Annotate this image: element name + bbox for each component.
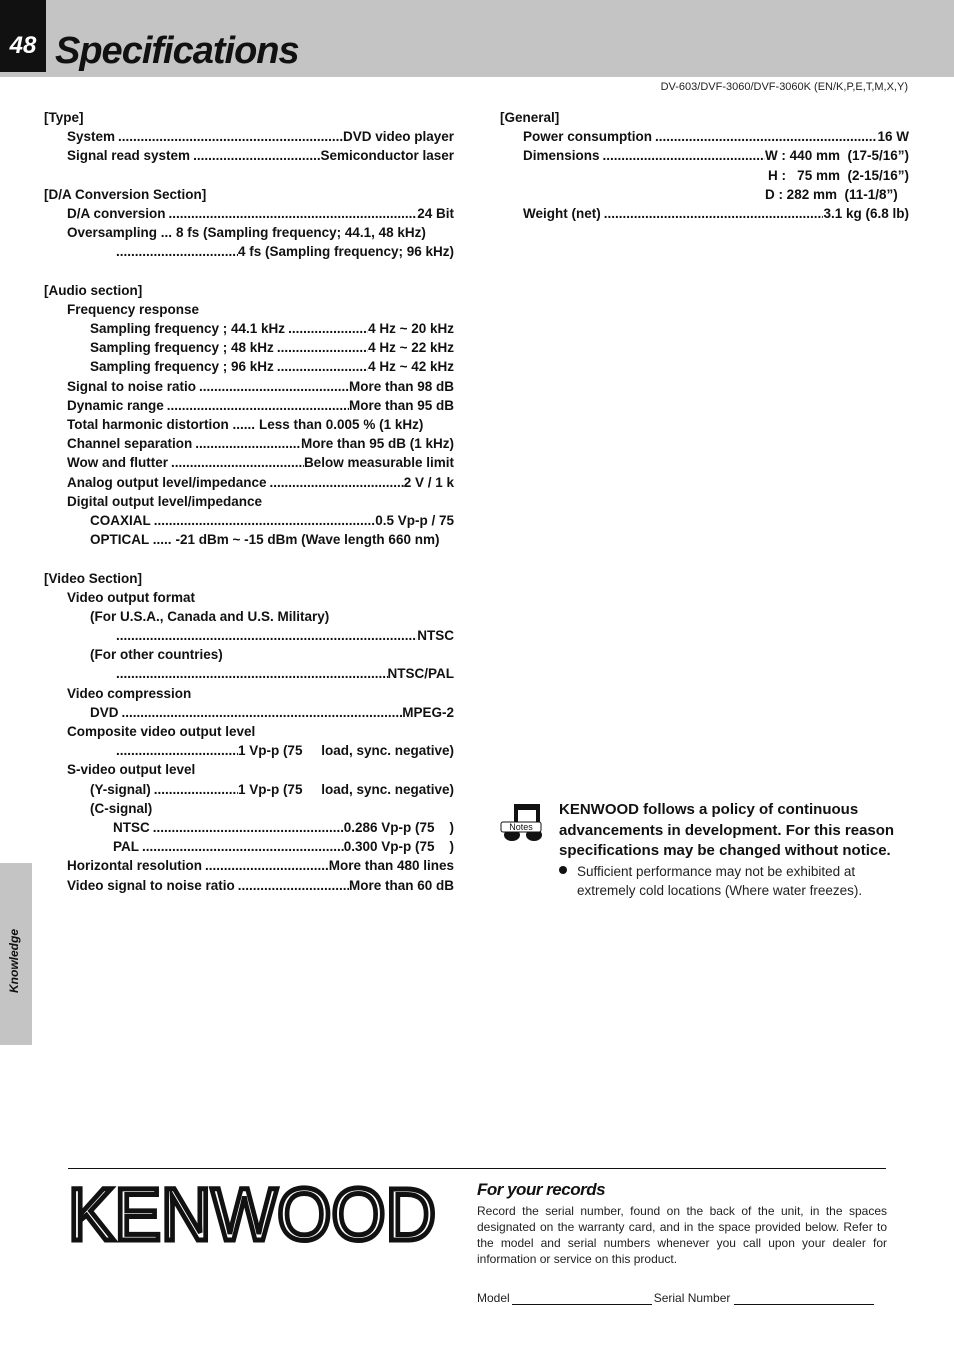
- spec-label: OPTICAL .....: [90, 532, 172, 548]
- spacer: [44, 166, 454, 185]
- spec-value: NTSC: [417, 628, 454, 644]
- spec-row: [44, 453, 454, 472]
- spec-label: NTSC: [113, 819, 150, 835]
- spec-label: DVD: [90, 704, 119, 720]
- spec-heading: [44, 492, 454, 511]
- spec-row: [44, 530, 454, 549]
- spec-label: (Y-signal): [90, 781, 151, 797]
- spec-row: [44, 876, 454, 895]
- notes-icon: [500, 800, 544, 844]
- spec-heading: [44, 607, 454, 626]
- spec-value: 2 V / 1 k: [403, 474, 454, 490]
- notes-bullet-text: Sufficient performance may not be exhibited at extremely cold locations (Where water freezes).: [577, 864, 863, 898]
- spec-label: [Type]: [44, 110, 84, 125]
- dot-leader: [202, 856, 329, 875]
- spec-value: MPEG-2: [402, 704, 454, 720]
- dot-leader: [113, 242, 238, 261]
- spec-value: 16 W: [877, 129, 909, 145]
- spec-heading: [44, 645, 454, 664]
- dot-leader: [113, 626, 417, 645]
- spec-value: More than 95 dB: [348, 397, 454, 413]
- dot-leader: [113, 664, 388, 683]
- spec-heading: [500, 108, 909, 127]
- spacer: [44, 549, 454, 568]
- spec-row: [44, 818, 454, 837]
- spec-heading: [44, 281, 454, 300]
- spec-value: W : 440 mm (17-5/16”): [764, 148, 909, 164]
- spec-label: [D/A Conversion Section]: [44, 186, 207, 202]
- dot-leader: [150, 818, 344, 837]
- spec-label: (For U.S.A., Canada and U.S. Military): [90, 608, 330, 624]
- spec-label: Total harmonic distortion ......: [67, 417, 256, 432]
- dot-leader: [274, 338, 368, 357]
- bullet-dot: [559, 866, 567, 874]
- spec-value: DVD video player: [342, 129, 454, 145]
- spec-value: 0.5 Vp-p / 75: [375, 512, 454, 528]
- spec-value: 4 Hz ~ 42 kHz: [368, 359, 454, 375]
- spec-label: Signal to noise ratio: [67, 378, 197, 394]
- spec-label: Wow and flutter: [67, 455, 168, 471]
- spec-value: Less than 0.005 % (1 kHz): [259, 417, 424, 432]
- spec-label: Power consumption: [523, 129, 653, 145]
- records-title: For your records: [477, 1180, 606, 1199]
- spec-row: [44, 856, 454, 875]
- spec-value: -21 dBm ~ -15 dBm (Wave length 660 nm): [175, 532, 440, 548]
- spec-label: COAXIAL: [90, 512, 151, 528]
- dot-leader: [235, 876, 349, 895]
- dot-leader: [151, 780, 238, 799]
- spec-row: [44, 223, 454, 242]
- spec-heading: [44, 569, 454, 588]
- spec-label: Video signal to noise ratio: [67, 877, 235, 893]
- dot-leader: [190, 146, 320, 165]
- spec-row: [500, 204, 909, 223]
- spec-label: Video output format: [67, 589, 195, 605]
- svg-text:KENWOOD: KENWOOD: [68, 1180, 436, 1246]
- spec-row: [44, 703, 454, 722]
- spec-label: Signal read system: [67, 148, 191, 164]
- spec-heading: [44, 108, 454, 127]
- specs-left-column: [44, 108, 454, 895]
- spec-value: 4 Hz ~ 22 kHz: [368, 340, 454, 356]
- spec-row: [44, 127, 454, 146]
- spec-value: Below measurable limit: [303, 455, 454, 471]
- spec-label: System: [67, 129, 116, 145]
- spec-label: [General]: [500, 110, 560, 125]
- dot-leader: [168, 453, 304, 472]
- spec-row: [44, 146, 454, 165]
- spec-heading: [44, 300, 454, 319]
- spec-continuation: [500, 185, 909, 204]
- spec-row: [44, 357, 454, 376]
- kenwood-logo: [68, 1180, 438, 1246]
- dot-leader: [115, 127, 343, 146]
- spec-label: Horizontal resolution: [67, 858, 202, 874]
- model-label: Model: [477, 1291, 510, 1305]
- spec-label: Weight (net): [523, 205, 601, 221]
- spec-label: Frequency response: [67, 301, 200, 317]
- spec-row: [44, 338, 454, 357]
- spec-value: More than 480 lines: [328, 858, 454, 874]
- spec-value: More than 95 dB (1 kHz): [300, 436, 454, 452]
- dot-leader: [274, 357, 368, 376]
- dot-leader: [113, 741, 238, 760]
- spec-label: D/A conversion: [67, 205, 166, 221]
- notes-bullet: [559, 862, 909, 900]
- dot-leader: [139, 837, 344, 856]
- spec-label: Sampling frequency ; 44.1 kHz: [90, 321, 286, 337]
- spec-label: [Video Section]: [44, 570, 143, 586]
- spec-label: Digital output level/impedance: [67, 493, 263, 509]
- spec-value: More than 60 dB: [348, 877, 454, 893]
- spec-row: [44, 415, 454, 434]
- records-fields: [477, 1288, 887, 1305]
- spec-value: NTSC/PAL: [387, 666, 454, 682]
- spec-heading: [44, 684, 454, 703]
- spec-value: 4 Hz ~ 20 kHz: [368, 321, 454, 337]
- spec-label: Analog output level/impedance: [67, 474, 267, 490]
- dot-leader: [164, 396, 349, 415]
- spec-value: 3.1 kg (6.8 lb): [823, 205, 909, 221]
- dot-leader: [119, 703, 403, 722]
- spec-label: S-video output level: [67, 762, 196, 778]
- spec-label: Sampling frequency ; 96 kHz: [90, 359, 274, 375]
- spec-label: PAL: [113, 839, 139, 855]
- notes-statement: KENWOOD follows a policy of continuous advancements in development. For this reason specifications may be changed without notice.: [559, 801, 895, 859]
- spec-value: 0.286 Vp-p (75 ): [343, 819, 454, 835]
- spec-value: H : 75 mm (2-15/16”): [767, 167, 909, 183]
- spec-row: [44, 837, 454, 856]
- dot-leader: [652, 127, 877, 146]
- spec-label: Oversampling ...: [67, 225, 173, 241]
- spec-row: [500, 146, 909, 165]
- spec-row: [44, 511, 454, 530]
- spec-row: [44, 319, 454, 338]
- spec-value: 1 Vp-p (75 load, sync. negative): [237, 781, 454, 797]
- spec-label: Composite video output level: [67, 724, 256, 739]
- spec-continuation: [500, 166, 909, 185]
- spec-value: 0.300 Vp-p (75 ): [343, 839, 454, 855]
- spec-heading: [44, 588, 454, 607]
- spec-row: [44, 377, 454, 396]
- spec-label: Channel separation: [67, 436, 193, 452]
- page-number: 48: [9, 32, 37, 59]
- spec-label: [Audio section]: [44, 282, 143, 298]
- spec-label: (C-signal): [90, 800, 153, 816]
- spec-row: [44, 780, 454, 799]
- spec-value: 24 Bit: [417, 205, 454, 221]
- spec-row: [44, 204, 454, 223]
- dot-leader: [601, 204, 824, 223]
- spacer: [44, 262, 454, 281]
- side-tab-label: Knowledge: [7, 928, 21, 993]
- footer-rule: [68, 1168, 886, 1169]
- dot-leader: [196, 377, 349, 396]
- specs-right-column: [500, 108, 909, 223]
- spec-value: More than 98 dB: [348, 378, 454, 394]
- spec-heading: [44, 185, 454, 204]
- records-body: Record the serial number, found on the back of the unit, in the spaces designated on the warranty card, and in the space provided below. Refer to the model and serial numbers whenever you call upon your dealer for information or service on this product.: [477, 1204, 887, 1266]
- spec-row: [44, 434, 454, 453]
- dot-leader: [267, 473, 404, 492]
- spec-heading: [44, 799, 454, 818]
- notes-icon-label: Notes: [509, 822, 533, 832]
- dot-leader: [600, 146, 765, 165]
- dot-leader: [192, 434, 301, 453]
- model-line: DV-603/DVF-3060/DVF-3060K (EN/K,P,E,T,M,X,Y): [660, 81, 908, 93]
- spec-label: Video compression: [67, 685, 192, 701]
- spec-heading: [44, 760, 454, 779]
- spec-value: D : 282 mm (11-1/8”): [764, 186, 909, 202]
- dot-leader: [285, 319, 368, 338]
- spec-row: [44, 473, 454, 492]
- serial-field[interactable]: [734, 1288, 874, 1305]
- dot-leader: [166, 204, 418, 223]
- spec-row: [44, 242, 454, 261]
- spec-row: [44, 741, 454, 760]
- spec-row: [44, 664, 454, 683]
- spec-value: 1 Vp-p (75 load, sync. negative): [237, 743, 454, 759]
- spec-value: 4 fs (Sampling frequency; 96 kHz): [237, 244, 454, 260]
- spec-label: Dynamic range: [67, 397, 164, 413]
- page-title: Specifications: [55, 30, 299, 72]
- spec-row: [44, 626, 454, 645]
- spec-value: Semiconductor laser: [320, 148, 454, 164]
- serial-label: Serial Number: [653, 1291, 731, 1305]
- spec-heading: [44, 722, 454, 741]
- dot-leader: [151, 511, 375, 530]
- model-field[interactable]: [512, 1288, 652, 1305]
- spec-label: (For other countries): [90, 647, 223, 663]
- spec-label: Dimensions: [523, 148, 600, 164]
- spec-row: [44, 396, 454, 415]
- spec-row: [500, 127, 909, 146]
- spec-label: Sampling frequency ; 48 kHz: [90, 340, 274, 356]
- spec-value: 8 fs (Sampling frequency; 44.1, 48 kHz): [176, 225, 426, 241]
